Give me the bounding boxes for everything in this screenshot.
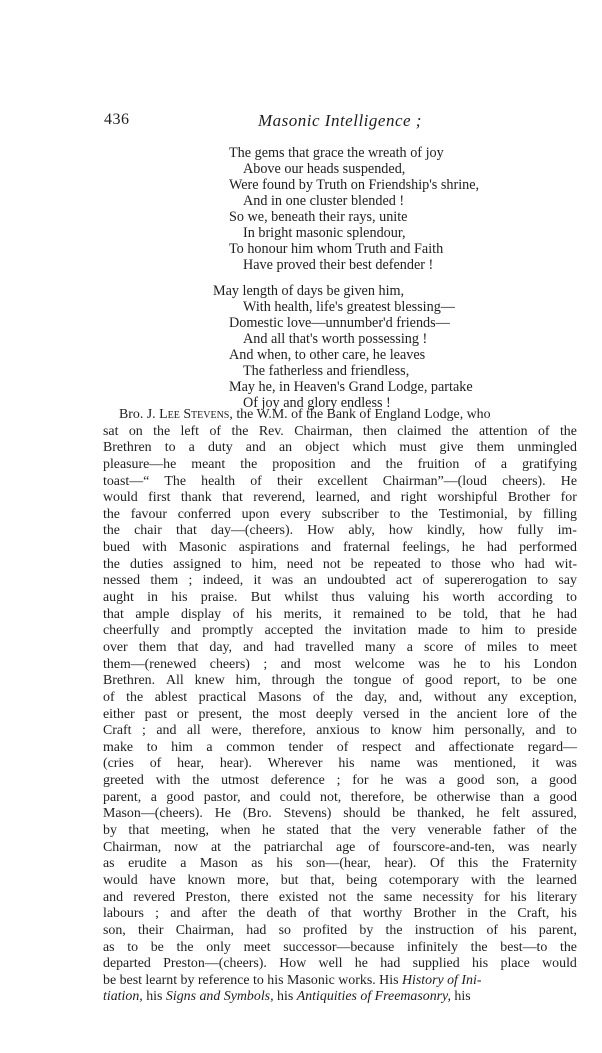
poem-line: Have proved their best defender ! bbox=[243, 257, 434, 273]
poem-line: To honour him whom Truth and Faith bbox=[229, 241, 444, 257]
text-line: labours ; and after the death of that worthy Brother in the Craft, his bbox=[103, 906, 577, 922]
text-line: would have known more, but that, being cotemporary with the learned bbox=[103, 872, 577, 888]
text-line: them—(renewed cheers) ; and most welcome was he to his London bbox=[103, 656, 577, 672]
text-line: son, their Chairman, had so profited by the instruction of his parent, bbox=[103, 922, 577, 938]
poem-line: Were found by Truth on Friendship's shrine, bbox=[229, 177, 480, 193]
text-line: make to him a common tender of respect and affectionate regard— bbox=[103, 739, 577, 755]
book-title: Signs and Symbols, bbox=[165, 989, 274, 1005]
text-line: aught in his praise. But whilst thus valuing his worth according to bbox=[103, 590, 577, 606]
text-line: by that meeting, when he stated that the very venerable father of the bbox=[103, 823, 577, 839]
text-line: as to be the only meet successor—because infinitely the best—to the bbox=[103, 939, 577, 955]
body-paragraph bbox=[103, 407, 577, 1006]
text-line: departed Preston—(cheers). How well he had supplied his place would bbox=[103, 956, 577, 972]
poem-line: The fatherless and friendless, bbox=[243, 363, 410, 379]
poem-line: May he, in Heaven's Grand Lodge, partake bbox=[229, 379, 473, 395]
poem-line: So we, beneath their rays, unite bbox=[229, 209, 408, 225]
text-line: either past or present, the most deeply versed in the ancient lore of the bbox=[103, 706, 577, 722]
text-line: Craft ; and all were, therefore, anxious to know him personally, and to bbox=[103, 723, 577, 739]
text-line: Brethren to a duty and an object which must give them unmingled bbox=[103, 440, 577, 456]
poem-line: In bright masonic splendour, bbox=[243, 225, 406, 241]
page-number: 436 bbox=[104, 111, 130, 128]
text-line: cheerfully and promptly accepted the invitation made to him to preside bbox=[103, 623, 577, 639]
poem-line: And in one cluster blended ! bbox=[243, 193, 405, 209]
poem-line: Domestic love—unnumber'd friends— bbox=[229, 315, 450, 331]
text-line: the duties assigned to him, need not be repeated to those who had wit- bbox=[103, 556, 577, 572]
speaker-name: Lee Stevens bbox=[159, 407, 230, 422]
poem-line: And all that's worth possessing ! bbox=[243, 331, 428, 347]
running-title: Masonic Intelligence ; bbox=[258, 111, 422, 130]
poem-line: With health, life's greatest blessing— bbox=[243, 299, 455, 315]
text-line: over them that day, and had travelled many a score of miles to meet bbox=[103, 639, 577, 655]
text-line: parent, a good pastor, and could not, therefore, be otherwise than a good bbox=[103, 789, 577, 805]
text-line: greeted with the utmost deference ; for he was a good son, a good bbox=[103, 773, 577, 789]
poem-line: May length of days be given him, bbox=[213, 283, 405, 299]
poem-line: Of joy and glory endless ! bbox=[243, 395, 391, 411]
poem-line: And when, to other care, he leaves bbox=[229, 347, 426, 363]
text-line: the favour conferred upon every subscriber to the Testimonial, by filling bbox=[103, 506, 577, 522]
text-line: toast—“ The health of their excellent Chairman”—(loud cheers). He bbox=[103, 473, 577, 489]
text-line: (cries of hear, hear). Wherever his name was mentioned, it was bbox=[103, 756, 577, 772]
book-title: tiation, bbox=[103, 989, 143, 1005]
text-line: be best learnt by reference to his Masonic works. His History of Ini- bbox=[103, 972, 482, 988]
text-line: as erudite a Mason as his son—(hear, hear). Of this the Fraternity bbox=[103, 856, 577, 872]
text-line: nessed them ; indeed, it was an undoubted act of supererogation to say bbox=[103, 573, 577, 589]
text-line: tiation, his Signs and Symbols, his Antiquities of Freemasonry, his bbox=[103, 989, 471, 1005]
text-line: and revered Preston, there existed not the same necessity for his literary bbox=[103, 889, 577, 905]
book-title: Antiquities of Freemasonry, bbox=[296, 989, 451, 1005]
text-line: the chair that day—(cheers). How ably, how kindly, how fully im- bbox=[103, 523, 577, 539]
poem-line: Above our heads suspended, bbox=[243, 161, 406, 177]
text-line: bued with Masonic aspirations and fraternal feelings, he had performed bbox=[103, 540, 577, 556]
text-line: of the ablest practical Masons of the day, and, without any exception, bbox=[103, 689, 577, 705]
book-title: History of Ini- bbox=[401, 972, 482, 988]
poem-line: The gems that grace the wreath of joy bbox=[229, 145, 444, 161]
text-line: Chairman, now at the patriarchal age of fourscore-and-ten, was nearly bbox=[103, 839, 577, 855]
text-line: pleasure—he meant the proposition and the fruition of a gratifying bbox=[103, 456, 577, 472]
text-line: Brethren. All knew him, through the tongue of good report, to be one bbox=[103, 673, 577, 689]
text-line: that ample display of his merits, it remained to be told, that he had bbox=[103, 606, 577, 622]
text-line: would first thank that reverend, learned, and right worshipful Brother for bbox=[103, 490, 577, 506]
text-line: sat on the left of the Rev. Chairman, then claimed the attention of the bbox=[103, 423, 577, 439]
text-line: Bro. J. Lee Stevens , the W.M. of the Bank of England Lodge, who bbox=[119, 407, 491, 422]
text-line: Mason—(cheers). He (Bro. Stevens) should be thanked, he felt assured, bbox=[103, 806, 577, 822]
